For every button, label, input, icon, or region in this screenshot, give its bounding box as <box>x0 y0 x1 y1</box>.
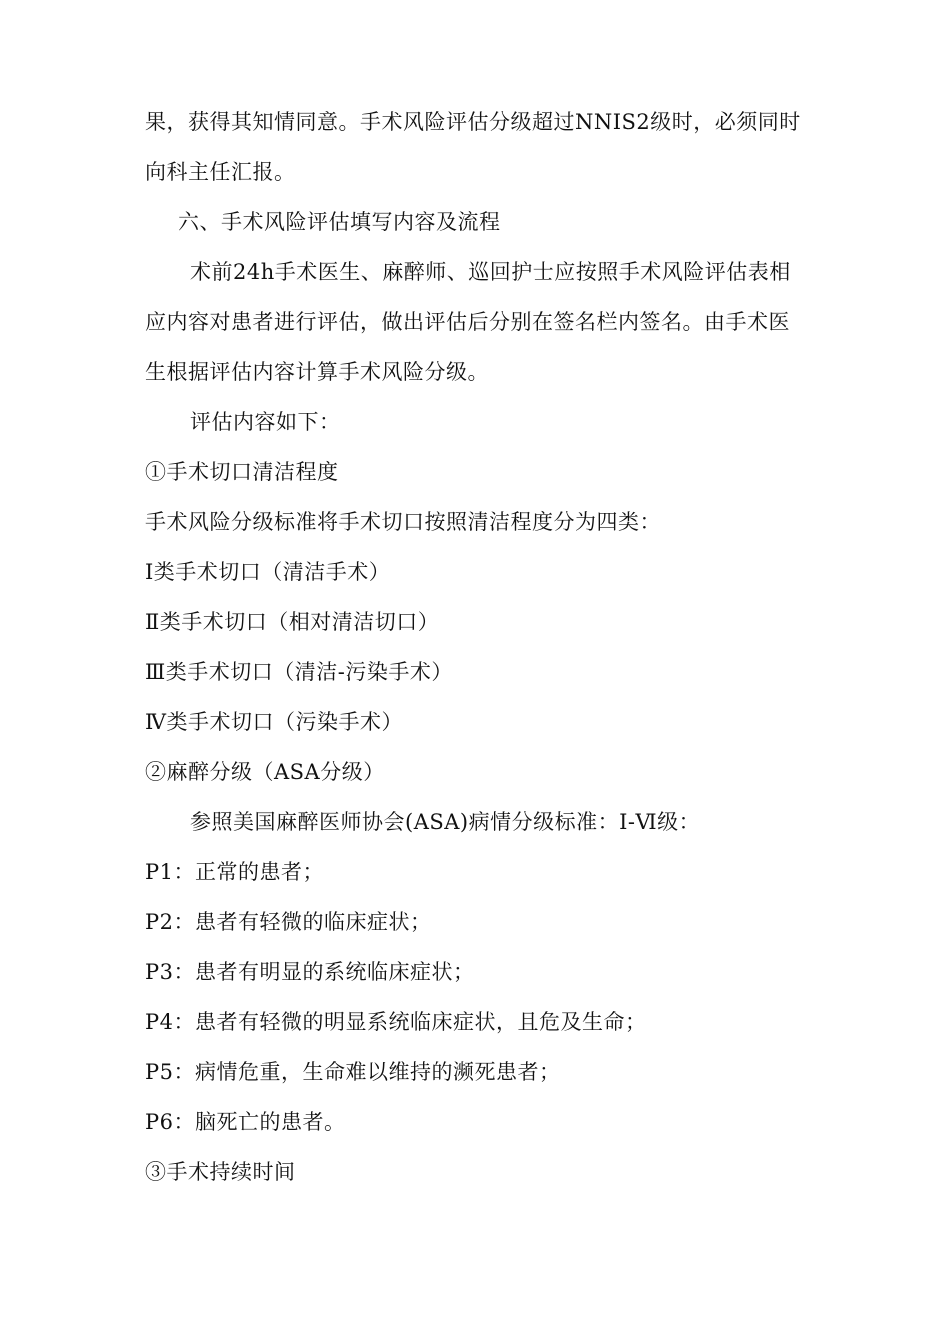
subsection-heading: ②麻醉分级（ASA分级） <box>145 760 385 784</box>
list-item: P6：脑死亡的患者。 <box>145 1110 346 1134</box>
paragraph-line: 手术风险分级标准将手术切口按照清洁程度分为四类： <box>145 510 661 534</box>
list-item: Ⅱ类手术切口（相对清洁切口） <box>145 610 440 634</box>
paragraph-line: 向科主任汇报。 <box>145 160 296 184</box>
subsection-heading: ③手术持续时间 <box>145 1160 296 1184</box>
list-item: P3：患者有明显的系统临床症状； <box>145 960 475 984</box>
paragraph-line: 生根据评估内容计算手术风险分级。 <box>145 360 489 384</box>
list-item: P4：患者有轻微的明显系统临床症状，且危及生命； <box>145 1010 647 1034</box>
list-item: P1：正常的患者； <box>145 860 324 884</box>
paragraph-line: 参照美国麻醉医师协会(ASA)病情分级标准：I-Ⅵ级： <box>190 810 701 834</box>
paragraph-line: 术前24h手术医生、麻醉师、巡回护士应按照手术风险评估表相 <box>190 260 791 284</box>
paragraph-line: 果，获得其知情同意。手术风险评估分级超过NNIS2级时，必须同时 <box>145 110 801 134</box>
section-heading: 六、手术风险评估填写内容及流程 <box>178 210 501 234</box>
list-item: Ⅲ类手术切口（清洁-污染手术） <box>145 660 453 684</box>
list-item: Ⅰ类手术切口（清洁手术） <box>145 560 391 584</box>
list-item: Ⅳ类手术切口（污染手术） <box>145 710 403 734</box>
paragraph-line: 应内容对患者进行评估，做出评估后分别在签名栏内签名。由手术医 <box>145 310 790 334</box>
list-item: P2：患者有轻微的临床症状； <box>145 910 432 934</box>
subsection-heading: ①手术切口清洁程度 <box>145 460 339 484</box>
list-item: P5：病情危重，生命难以维持的濒死患者； <box>145 1060 561 1084</box>
paragraph-line: 评估内容如下： <box>190 410 341 434</box>
